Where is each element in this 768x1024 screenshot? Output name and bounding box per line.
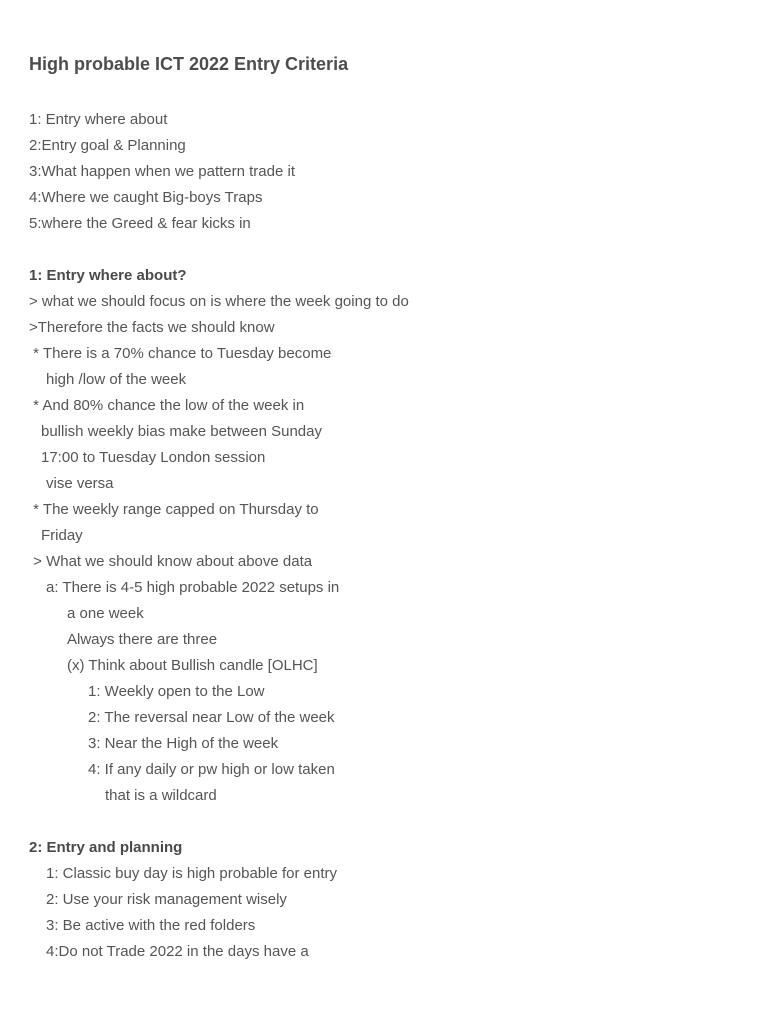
section1-line: high /low of the week xyxy=(46,371,187,388)
section2-line: 1: Classic buy day is high probable for entry xyxy=(46,865,337,882)
section2-line: 3: Be active with the red folders xyxy=(46,917,256,934)
section1-line: 3: Near the High of the week xyxy=(88,735,279,752)
toc-item: 5:where the Greed & fear kicks in xyxy=(29,215,251,232)
section2-heading: 2: Entry and planning xyxy=(29,839,183,856)
section1-line: > what we should focus on is where the week going to do xyxy=(29,293,409,310)
section1-heading: 1: Entry where about? xyxy=(29,267,187,284)
section2-line: 4:Do not Trade 2022 in the days have a xyxy=(46,943,309,960)
section2-line: 2: Use your risk management wisely xyxy=(46,891,287,908)
toc-item: 2:Entry goal & Planning xyxy=(29,137,186,154)
section1-line: (x) Think about Bullish candle [OLHC] xyxy=(67,657,318,674)
section1-line: a one week xyxy=(67,605,144,622)
note-title: High probable ICT 2022 Entry Criteria xyxy=(29,54,349,74)
section1-line: 2: The reversal near Low of the week xyxy=(88,709,335,726)
section1-line: 4: If any daily or pw high or low taken xyxy=(88,761,335,778)
section1-line: * And 80% chance the low of the week in xyxy=(29,397,305,414)
section1-line: 1: Weekly open to the Low xyxy=(88,683,265,700)
section1-line: vise versa xyxy=(46,475,114,492)
section1-line: > What we should know about above data xyxy=(29,553,313,570)
toc-item: 1: Entry where about xyxy=(29,111,168,128)
section1-line: 17:00 to Tuesday London session xyxy=(41,449,266,466)
section1-line: * The weekly range capped on Thursday to xyxy=(29,501,319,518)
section1-line: bullish weekly bias make between Sunday xyxy=(41,423,322,440)
section1-line: Friday xyxy=(41,527,83,544)
section1-line: that is a wildcard xyxy=(105,787,217,804)
toc-item: 4:Where we caught Big-boys Traps xyxy=(29,189,263,206)
section1-line: >Therefore the facts we should know xyxy=(29,319,275,336)
toc-item: 3:What happen when we pattern trade it xyxy=(29,163,296,180)
section1-line: a: There is 4-5 high probable 2022 setups in xyxy=(46,579,340,596)
section1-line: * There is a 70% chance to Tuesday become xyxy=(29,345,332,362)
section1-line: Always there are three xyxy=(67,631,218,648)
